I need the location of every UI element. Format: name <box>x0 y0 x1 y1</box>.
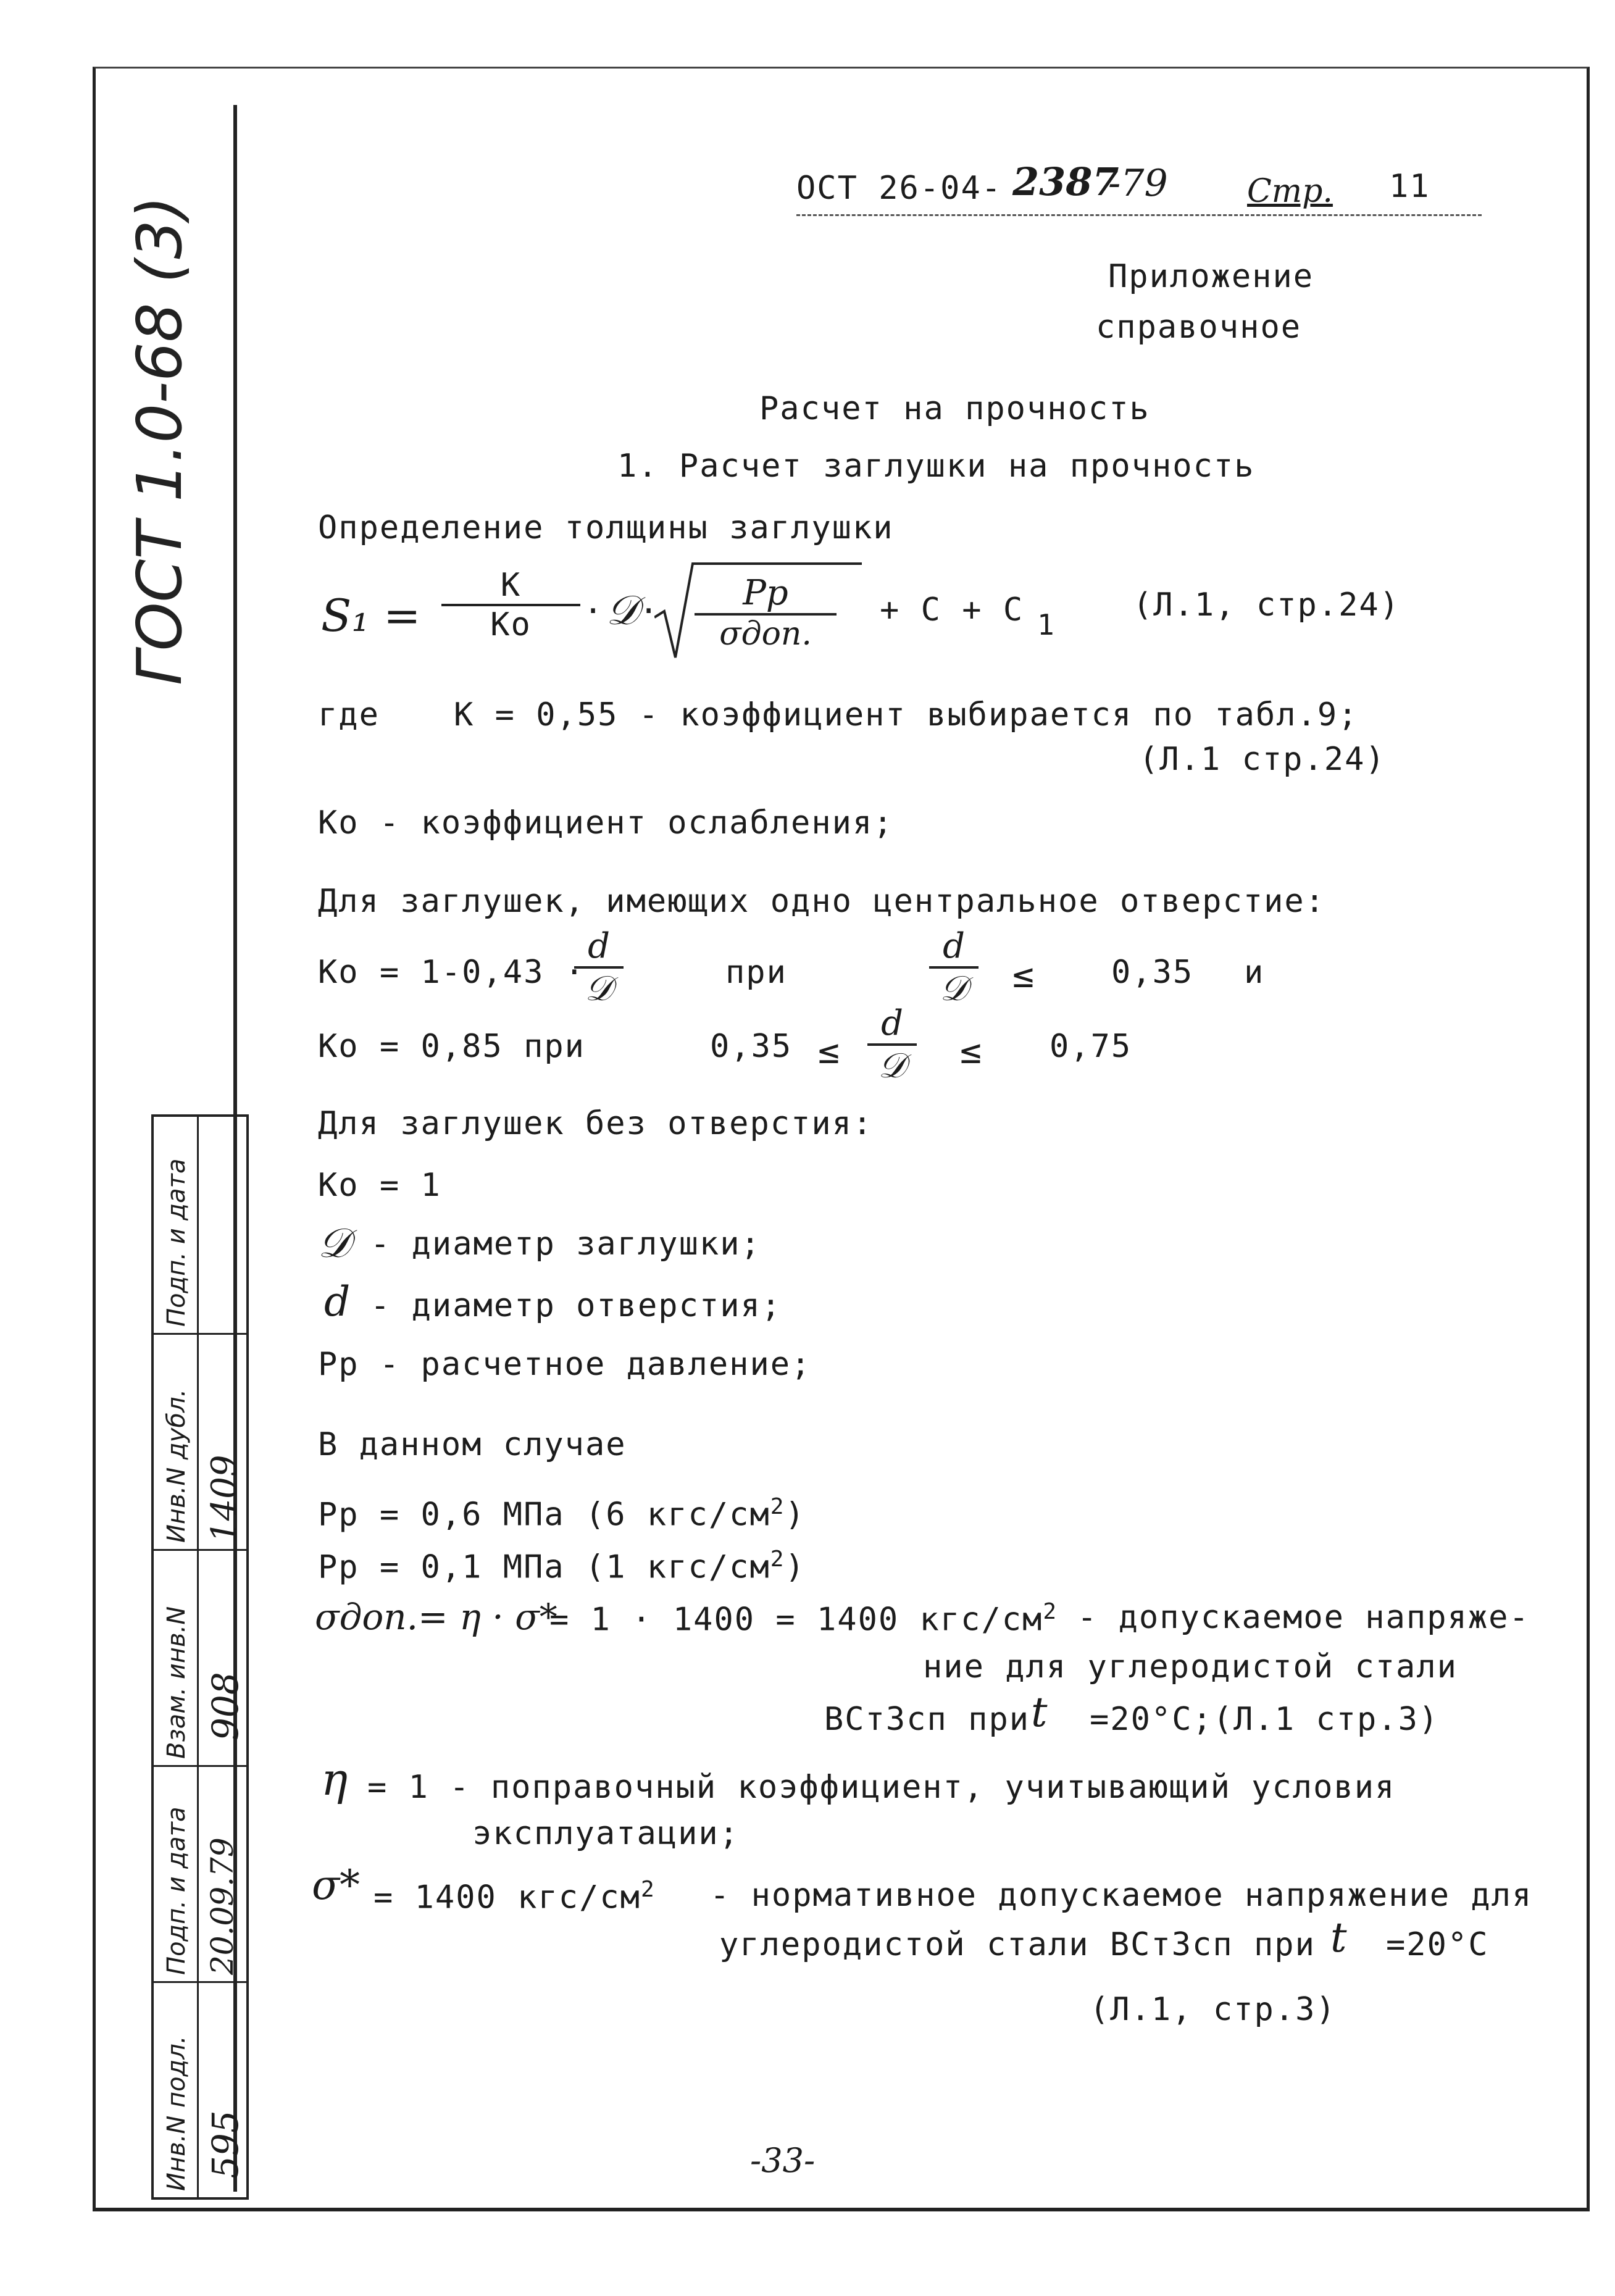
pressure-value-1 <box>318 1494 806 1533</box>
ko-formula-2-lhs: Ko = 0,85 при <box>318 1028 585 1065</box>
fraction-numerator: d <box>881 1003 903 1043</box>
page-number: 11 <box>1389 168 1430 205</box>
ko-formula-1-lhs: Ko = 1-0,43 · <box>318 954 585 991</box>
diameter-definition: - диаметр заглушки; <box>370 1225 761 1263</box>
formula-reference: (Л.1, стр.24) <box>1133 587 1400 624</box>
ko-definition: Ko - коэффициент ослабления; <box>318 804 894 841</box>
stamp-value-1: 595 <box>204 2110 246 2179</box>
pressure-value-1-close: ) <box>785 1496 806 1534</box>
fraction-numerator: Pp <box>743 573 788 613</box>
stamp-header-4: Инв.N дубл. <box>162 1388 191 1543</box>
sigma-norm-line-2a: углеродистой стали ВСт3сп при <box>719 1926 1316 1963</box>
pressure-value-2-close: ) <box>785 1548 806 1586</box>
diameter-symbol: 𝒟 <box>318 1219 351 1267</box>
appendix-line1: Приложение <box>1108 258 1314 295</box>
ko-formula-2-low: 0,35 <box>710 1028 793 1065</box>
ko-formula-2-compare-1: ≤ <box>818 1030 841 1072</box>
fraction-denominator: 𝒟 <box>878 1046 906 1086</box>
stamp-divider <box>197 1117 199 2197</box>
stamp-divider <box>154 1333 246 1335</box>
sigma-allow-desc-2: ние для углеродистой стали <box>923 1648 1458 1685</box>
d-over-D-fraction-1 <box>574 926 624 1009</box>
fraction-denominator: σдоп. <box>719 616 812 653</box>
fraction-denominator: Ko <box>490 606 532 643</box>
fraction-numerator: K <box>500 567 522 604</box>
sigma-allow-lhs: σдоп.= η · σ* <box>315 1596 557 1638</box>
k-reference: (Л.1 стр.24) <box>1139 741 1386 778</box>
where-label: где <box>318 696 380 733</box>
ko-equals-one: Ko = 1 <box>318 1167 441 1204</box>
temperature-symbol: t <box>1031 1689 1048 1736</box>
one-hole-intro: Для заглушек, имеющих одно центральное отверстие: <box>318 883 1326 920</box>
sigma-norm-sup: 2 <box>641 1877 656 1902</box>
fraction-numerator: d <box>588 926 610 966</box>
sigma-norm-reference: (Л.1, стр.3) <box>1090 1991 1337 2028</box>
eta-symbol: η <box>321 1753 348 1805</box>
approval-stamp-table <box>151 1114 249 2200</box>
formula-tail-subscript: 1 <box>1037 608 1056 641</box>
d-over-D-fraction-2 <box>929 926 979 1009</box>
appendix-line2: справочное <box>1096 309 1302 346</box>
page-label: Стр. <box>1247 173 1333 210</box>
formula-lhs: S₁ = <box>321 590 421 641</box>
pressure-fraction <box>695 573 837 653</box>
k-definition: K = 0,55 - коэффициент выбирается по табл.9; <box>454 696 1359 733</box>
k-over-ko-fraction <box>441 567 580 643</box>
doc-number: ОСТ 26-04- <box>796 170 1003 207</box>
sigma-norm-line-1a-text: = 1400 кгс/см <box>373 1879 641 1916</box>
formula-dot-1: · <box>583 593 604 630</box>
ko-formula-2-high: 0,75 <box>1050 1028 1132 1065</box>
sigma-allow-desc-3b: =20°C;(Л.1 стр.3) <box>1090 1701 1440 1738</box>
stamp-divider <box>154 1765 246 1767</box>
hole-diameter-definition: - диаметр отверстия; <box>370 1287 782 1324</box>
d-over-D-fraction-3 <box>867 1003 917 1087</box>
eta-line-1: = 1 - поправочный коэффициент, учитывающий условия <box>367 1769 1396 1806</box>
sigma-allow-desc-1: - допускаемое напряже- <box>1077 1599 1530 1636</box>
subtitle: Определение толщины заглушки <box>318 509 894 546</box>
case-intro: В данном случае <box>318 1426 627 1463</box>
footer-page-number: -33- <box>750 2141 816 2180</box>
section-title: 1. Расчет заглушки на прочность <box>617 448 1255 485</box>
stamp-header-3: Взам. инв.N <box>162 1606 191 1759</box>
sigma-allow-sup: 2 <box>1043 1599 1058 1624</box>
temperature-symbol-2: t <box>1330 1914 1347 1961</box>
pressure-value-2-sup: 2 <box>770 1547 785 1572</box>
pressure-definition: Pp - расчетное давление; <box>318 1346 812 1383</box>
page-title: Расчет на прочность <box>759 390 1150 427</box>
ko-formula-1-and: и <box>1244 954 1265 991</box>
formula-diameter-symbol: 𝒟 <box>606 587 639 634</box>
gost-stamp: ГОСТ 1.0-68 (3) <box>123 196 196 685</box>
stamp-divider <box>154 1981 246 1983</box>
fraction-denominator: 𝒟 <box>940 969 968 1009</box>
sigma-norm-symbol: σ* <box>312 1861 361 1909</box>
sigma-allow-equation-text: = 1 · 1400 = 1400 кгс/см <box>549 1601 1043 1639</box>
formula-dot-2: · <box>639 593 660 630</box>
sigma-norm-line-1a <box>373 1877 656 1916</box>
sigma-norm-line-1b: - нормативное допускаемое напряжение для <box>710 1877 1533 1914</box>
formula-tail: + C + C <box>880 591 1024 628</box>
stamp-value-4: 1409 <box>204 1455 244 1543</box>
stamp-header-5: Подп. и дата <box>162 1158 191 1327</box>
pressure-value-2 <box>318 1547 806 1585</box>
ko-formula-2-compare-2: ≤ <box>960 1030 983 1072</box>
stamp-header-2: Подп. и дата <box>162 1806 191 1975</box>
doc-year: -79 <box>1108 162 1168 205</box>
stamp-value-2: 20.09.79 <box>204 1837 240 1975</box>
ko-formula-1-compare: ≤ <box>1012 954 1035 996</box>
stamp-divider <box>154 1549 246 1551</box>
pressure-value-1-sup: 2 <box>770 1494 785 1519</box>
stamp-value-3: 908 <box>204 1672 246 1740</box>
hole-diameter-symbol: d <box>324 1278 351 1325</box>
ko-formula-1-value: 0,35 <box>1111 954 1194 991</box>
sigma-allow-equation <box>549 1599 1058 1638</box>
no-hole-intro: Для заглушек без отверстия: <box>318 1105 874 1142</box>
pressure-value-1-text: Pp = 0,6 МПа (6 кгс/см <box>318 1496 770 1534</box>
ko-formula-1-when: при <box>725 954 787 991</box>
stamp-header-1: Инв.N подл. <box>162 2035 191 2191</box>
fraction-numerator: d <box>943 926 965 966</box>
sigma-norm-line-2b: =20°C <box>1386 1926 1489 1963</box>
pressure-value-2-text: Pp = 0,1 МПа (1 кгс/см <box>318 1548 770 1586</box>
doc-number-handwritten: 2387 <box>1012 159 1119 204</box>
sigma-allow-desc-3a: ВСт3сп при <box>824 1701 1030 1738</box>
header-rule <box>796 214 1482 216</box>
fraction-denominator: 𝒟 <box>585 969 613 1009</box>
eta-line-2: эксплуатации; <box>472 1815 740 1852</box>
